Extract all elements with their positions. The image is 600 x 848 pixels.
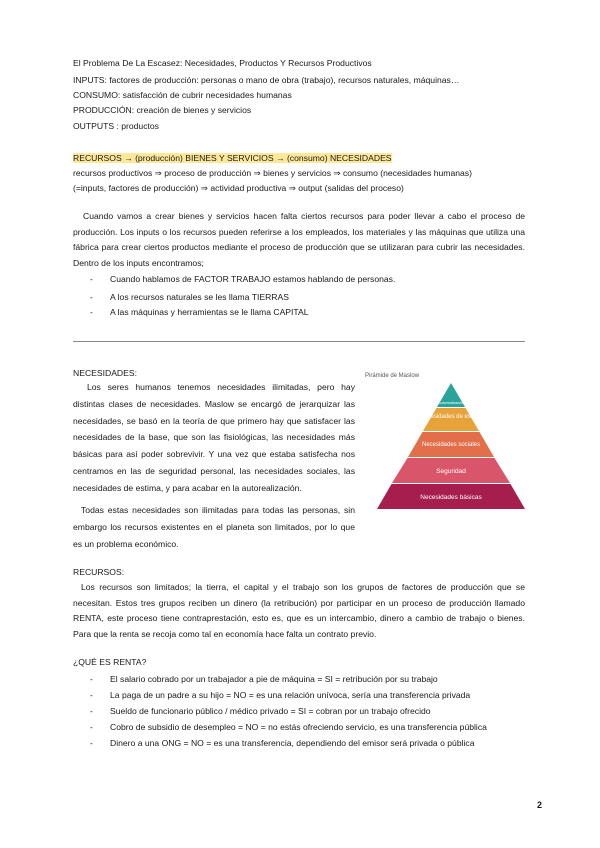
renta-bullet-4: - Cobro de subsidio de desempleo = NO = no estás ofreciendo servicio, es una transferencia pública xyxy=(90,722,487,732)
bullet-text: Cobro de subsidio de desempleo = NO = no estás ofreciendo servicio, es una transferencia pública xyxy=(110,722,487,732)
produccion-line: PRODUCCIÓN: creación de bienes y servicios xyxy=(73,105,252,115)
renta-bullet-2: - La paga de un padre a su hijo = NO = es una relación unívoca, sería una transferencia privada xyxy=(90,690,471,700)
pyramid-label-social: Necesidades sociales xyxy=(421,442,481,448)
pyramid-label-esteem: Necesidades de estima xyxy=(419,414,483,420)
renta-bullet-5: - Dinero a una ONG = NO = es una transferencia, dependiendo del emisor será privada o pública xyxy=(90,738,475,748)
recursos-paragraph: Los recursos son limitados; la tierra, el capital y el trabajo son los grupos de factores de producción que se necesitan. Estos tres grupos reciben un dinero (la retribución) por participar en un proceso de producción llamado RENTA, este proceso tiene contraprestación, esto es, que es un intercambio, dinero a cambio de trabajo o bienes. Para que la renta se recoja como tal en economía hace falta un contrato previo. xyxy=(73,582,525,639)
bullet-text: Sueldo de funcionario público / médico privado = SI = cobran por un trabajo ofrecido xyxy=(110,706,431,716)
outputs-line: OUTPUTS : productos xyxy=(73,121,159,131)
highlighted-text: RECURSOS → (producción) BIENES Y SERVICIOS → (consumo) NECESIDADES xyxy=(73,153,392,163)
pyramid-label-basic: Necesidades básicas xyxy=(420,494,482,501)
intro-bullet-1: - Cuando hablamos de FACTOR TRABAJO estamos hablando de personas. xyxy=(90,274,396,284)
maslow-pyramid xyxy=(365,373,530,513)
bullet-text: El salario cobrado por un trabajador a pie de máquina = SI = retribución por su trabajo xyxy=(110,674,438,684)
flow-highlight xyxy=(73,152,392,164)
document-title: El Problema De La Escasez: Necesidades, Productos Y Recursos Productivos xyxy=(73,58,372,68)
flow-line-1: recursos productivos ⇒ proceso de producción ⇒ bienes y servicios ⇒ consumo (necesidades humanas) xyxy=(73,168,472,178)
divider xyxy=(73,341,525,342)
pyramid-label-safety: Seguridad xyxy=(436,468,466,475)
necesidades-paragraph-2: Todas estas necesidades son ilimitadas para todas las personas, sin embargo los recursos existentes en el planeta son limitados, por lo que es un problema económico. xyxy=(73,505,355,549)
pyramid-title: Pirámide de Maslow xyxy=(365,373,420,379)
necesidades-heading: NECESIDADES: xyxy=(73,368,137,378)
bullet-text: La paga de un padre a su hijo = NO = es una relación unívoca, sería una transferencia privada xyxy=(110,690,471,700)
intro-bullet-2: - A los recursos naturales se les llama TIERRAS xyxy=(90,292,289,302)
renta-bullet-3: - Sueldo de funcionario público / médico privado = SI = cobran por un trabajo ofrecido xyxy=(90,706,431,716)
page-number: 2 xyxy=(537,800,543,810)
recursos-heading: RECURSOS: xyxy=(73,567,125,577)
flow-line-2: (=inputs, factores de producción) ⇒ actividad productiva ⇒ output (salidas del proceso) xyxy=(73,183,404,193)
bullet-text: A los recursos naturales se les llama TIERRAS xyxy=(110,292,289,302)
intro-paragraph: Cuando vamos a crear bienes y servicios hacen falta ciertos recursos para poder llevar a cabo el proceso de producción. Los inputs o los recursos pueden referirse a los empleados, los materiales y las máquinas que utiliza una fábrica para crear ciertos productos mediante el proceso de producción que se utilizaran para cubrir las necesidades. Dentro de los inputs encontramos; xyxy=(73,211,525,268)
intro-bullet-3: - A las máquinas y herramientas se le llama CAPITAL xyxy=(90,307,309,317)
bullet-text: A las máquinas y herramientas se le llama CAPITAL xyxy=(110,307,309,317)
pyramid-label-self-actualization: Autorrealización xyxy=(438,401,464,405)
necesidades-paragraph-1: Los seres humanos tenemos necesidades ilimitadas, pero hay distintas clases de necesidades. Maslow se encargó de jerarquizar las necesidades, se basó en la teoría de que primero hay que satisfacer las necesidades de la base, que son las fisiológicas, las necesidades más básicas para así poder sobrevivir. Y una vez que estaba satisfecha nos centramos en las de seguridad personal, las necesidades sociales, las necesidades de estima, y para acabar en la autorealización. xyxy=(73,382,355,493)
consumo-line: CONSUMO: satisfacción de cubrir necesidades humanas xyxy=(73,90,292,100)
inputs-line: INPUTS: factores de producción: personas o mano de obra (trabajo), recursos naturales, máquinas… xyxy=(73,75,460,85)
bullet-text: Dinero a una ONG = NO = es una transferencia, dependiendo del emisor será privada o pública xyxy=(110,738,475,748)
renta-bullet-1: - El salario cobrado por un trabajador a pie de máquina = SI = retribución por su trabajo xyxy=(90,674,438,684)
bullet-text: Cuando hablamos de FACTOR TRABAJO estamos hablando de personas. xyxy=(110,274,396,284)
pyramid-svg xyxy=(365,373,530,513)
renta-heading: ¿QUÉ ES RENTA? xyxy=(73,657,147,667)
